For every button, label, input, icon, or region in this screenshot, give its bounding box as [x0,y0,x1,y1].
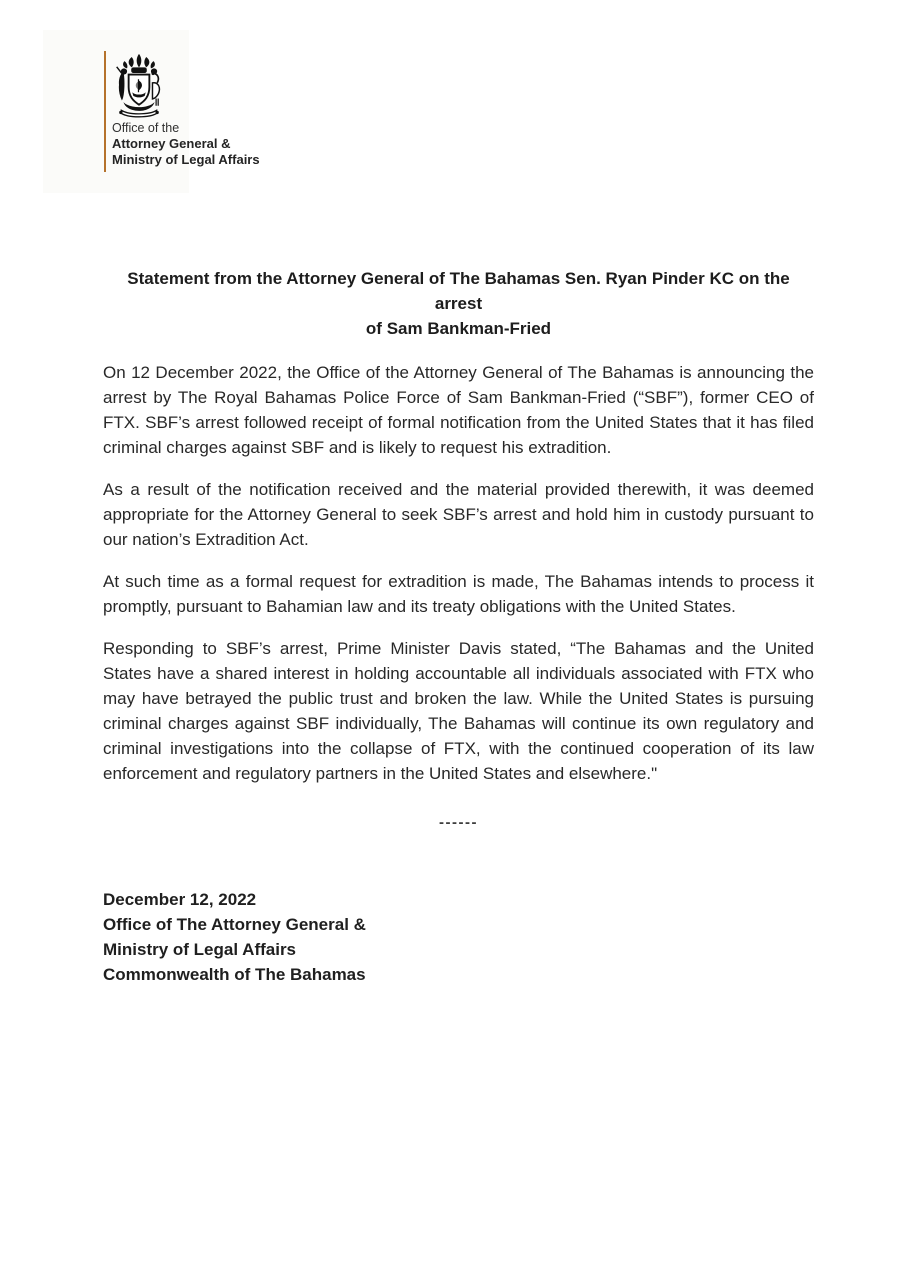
signature-block [103,887,814,987]
org-name-line-2: Attorney General & [112,136,231,151]
letterhead-accent-line [104,51,106,172]
org-name-line-1: Office of the [112,121,180,135]
letterhead [43,30,260,193]
org-name-line-3: Ministry of Legal Affairs [112,151,260,167]
statement-paragraph-3: At such time as a formal request for extradition is made, The Bahamas intends to process it promptly, pursuant to Bahamian law and its treaty obligations with the United States. [103,572,814,616]
signature-date: December 12, 2022 [103,890,257,909]
section-separator: ------ [439,814,478,831]
signature-org-line-3: Commonwealth of The Bahamas [103,965,366,984]
statement-paragraph-4: Responding to SBF’s arrest, Prime Minister Davis stated, “The Bahamas and the United States have a shared interest in holding accountable all individuals associated with FTX who may have betrayed the public trust and broken the law. While the United States is pursuing criminal charges against SBF individually, The Bahamas will continue its own regulatory and criminal investigations into the collapse of FTX, with the continued cooperation of its law enforcement and regulatory partners in the United States and elsewhere." [103,639,814,783]
statement-title-line-1: Statement from the Attorney General of The Bahamas Sen. Ryan Pinder KC on the arrest [127,269,790,313]
statement-paragraph-2: As a result of the notification received and the material provided therewith, it was deemed appropriate for the Attorney General to seek SBF’s arrest and hold him in custody pursuant to our nation’s Extradition Act. [103,480,814,549]
signature-org-line-2: Ministry of Legal Affairs [103,940,297,959]
statement-paragraph-1: On 12 December 2022, the Office of the Attorney General of The Bahamas is announcing the arrest by The Royal Bahamas Police Force of Sam Bankman-Fried (“SBF”), former CEO of FTX. SBF’s arrest followed receipt of formal notification from the United States that it has filed criminal charges against SBF and is likely to request his extradition. [103,363,814,457]
bahamas-coat-of-arms-icon [111,53,167,119]
signature-org-line-1: Office of The Attorney General & [103,915,366,934]
org-name-block [112,121,260,167]
statement-title-line-2: of Sam Bankman-Fried [365,319,552,338]
statement-content [103,266,814,987]
statement-title [103,266,814,341]
